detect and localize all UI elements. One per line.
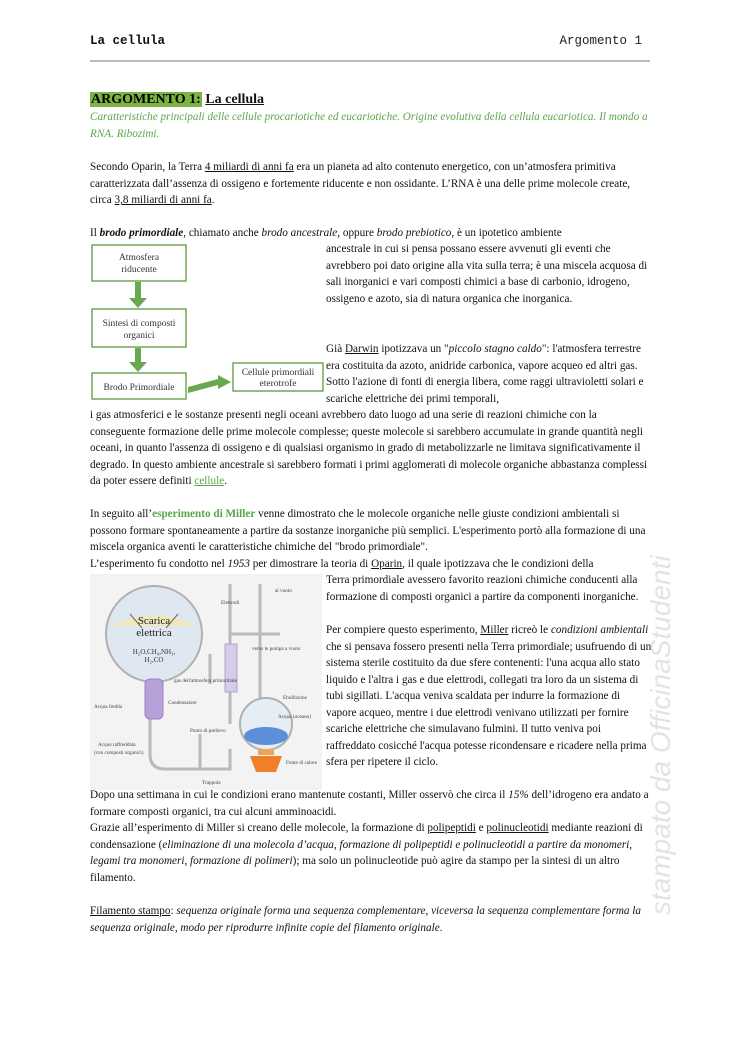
term-brodo-primordiale: brodo primordiale — [99, 227, 184, 239]
box2-line1: Sintesi di composti — [102, 319, 176, 329]
paragraph-miller-intro: In seguito all’esperimento di Miller venne dimostrato che le molecole organiche nelle giuste condizioni ambientali si possono formare spontaneamente a partire da sostanze inorganiche più semplici. L'esperimento portò alla formazione di una miscela organica aventi le caratteristiche chimiche del "brodo primordiale". L’esperimento fu condotto nel 1953 per dimostrare la teoria di Oparin, il quale ipotizzava che le condizioni della — [90, 508, 646, 570]
term-polinucleotidi: polinucleotidi — [486, 822, 549, 834]
label-acqua-fredda: Acqua fredda — [94, 704, 123, 710]
name-miller: Miller — [480, 624, 509, 636]
term-esperimento-miller: esperimento di Miller — [152, 508, 256, 520]
box4-line1: Cellule primordiali — [241, 368, 315, 378]
label-gases-1: H₂O,CH₄,NH₃, — [132, 648, 176, 656]
label-elettrodi: Elettrodi — [221, 600, 240, 606]
name-darwin: Darwin — [344, 343, 379, 355]
section-name: La cellula — [205, 92, 265, 107]
label-punto-prelievo: Punto di prelievo — [190, 728, 226, 734]
box1-line1: Atmosfera — [118, 253, 160, 263]
link-cellule[interactable]: cellule — [194, 475, 225, 487]
paragraph-miller-results: Dopo una settimana in cui le condizioni erano mantenute costanti, Miller osservò che circa il 15% dell’idrogeno era andato a formare composti organici, tra cui alcuni amminoacidi. Grazie all’esperimento di Miller si creano delle molecole, la formazione di polipeptidi e polinucleotidi mediante reazioni di condensazione (eliminazione di una molecola d’acqua, formazione di polipeptidi e polinucleotidi a partire da monomeri, legami tra monomeri, formazione di polimeri); ma solo un polinucleotide può agire da stampo per la sintesi di un altro filamento. — [90, 789, 649, 884]
header-title: La cellula — [90, 34, 166, 48]
label-condensatore: Condensatore — [168, 700, 197, 706]
box-atmosfera — [92, 245, 186, 281]
section-label: ARGOMENTO 1: — [91, 92, 201, 107]
label-scarica-2: elettrica — [136, 627, 172, 639]
box3-label: Brodo Primordiale — [103, 383, 175, 393]
name-oparin: Oparin — [371, 557, 403, 570]
date-3-8-billion: 3,8 miliardi di anni fa — [114, 194, 212, 206]
miller-apparatus-figure — [90, 574, 322, 790]
paragraph-oparin: Secondo Oparin, la Terra 4 miliardi di anni fa era un pianeta ad alto contenuto energetico, con un’atmosfera primitiva caratterizzata dall’assenza di ossigeno e fortemente riducente e non ossidante. L’RNA è una delle prime molecole create, circa 3,8 miliardi di anni fa. — [90, 161, 631, 206]
box2-line2: organici — [123, 331, 155, 341]
paragraph-darwin-right: Già Darwin ipotizzava un "piccolo stagno caldo": l'atmosfera terrestre era costituita da azoto, anidride carbonica, vapore acqueo ed altri gas. Sotto l'azione di fonti di energia libera, come raggi ultravioletti solari e scariche elettriche dei primi temporali, — [326, 343, 644, 405]
flow-diagram — [88, 242, 328, 402]
section-title — [90, 91, 652, 109]
paragraph-miller-setup: Per compiere questo esperimento, Miller ricreò le condizioni ambientali che si pensava fossero presenti nella Terra primordiale; usufruendo di un sistema sterile costituito da due sfere contenenti: l'una acqua allo stato liquido e l'altra i gas e due elettrodi, collegati tra loro da un sistema di tubi sigillati. L'acqua veniva scaldata per indurre la formazione di vapore acqueo, mentre i due elettrodi venivano utilizzati per fornire scariche elettriche che simulavano fulmini. Il tutto veniva poi raffreddato cosicché l'acqua potesse ricondensare e ricadere nella prima sfera per ripetere il ciclo. — [326, 624, 652, 768]
date-4-billion: 4 miliardi di anni fa — [204, 161, 294, 173]
paragraph-filamento-stampo: Filamento stampo: sequenza originale forma una sequenza complementare, viceversa la sequenza complementare forma la sequenza originale, modo per riprodurre infinite copie del filamento originale. — [90, 905, 641, 934]
label-acqua: Acqua (oceano) — [278, 714, 311, 720]
watermark: stampato da OfficinaStudenti — [645, 555, 676, 915]
label-vuoto: al vuoto — [275, 588, 292, 594]
label-acqua-raffr-1: Acqua raffreddata — [98, 742, 136, 748]
paragraph-brodo-line1: Il brodo primordiale, chiamato anche brodo ancestrale, oppure brodo prebiotico, è un ipotetico ambiente — [90, 227, 562, 239]
paragraph-brodo-rest: ancestrale in cui si pensa possano essere avvenuti gli eventi che avrebbero poi dato origine alla vita sulla terra; è una miscela acquosa di sali inorganici e vari composti chimici a base di carbonio, idrogeno, ossigeno e azoto, sia di natura organica che inorganica. — [326, 243, 648, 305]
paragraph-darwin-full: i gas atmosferici e le sostanze presenti negli oceani avrebbero dato luogo ad una serie di reazioni chimiche con la conseguente formazione delle prime molecole complesse; queste molecole si sarebbero accumulate in grande quantità negli oceani, in quanto l'assenza di ossigeno e di qualsiasi organismo in grado di metabolizzarle ne limitava significativamente il degrado. In questo ambiente ancestrale si sarebbero formati i primi agglomerati di molecole organiche abbastanza complessi da poter essere definiti cellule. — [90, 409, 648, 487]
paragraph-miller-theory: Terra primordiale avessero favorito reazioni chimiche conducenti alla formazione di composti organici a partire da componenti inorganiche. — [326, 574, 639, 603]
label-trappola: Trappola — [202, 780, 221, 786]
label-fonte: Fonte di calore — [286, 760, 318, 766]
label-pompa: verso le pompa a vuoto — [252, 646, 301, 652]
header-divider — [90, 60, 650, 62]
label-ebollizione: Ebollizione — [283, 695, 307, 701]
box4-line2: eterotrofe — [259, 379, 297, 389]
box1-line2: riducente — [121, 265, 157, 275]
label-scarica-1: Scarica — [137, 615, 171, 627]
term-polipeptidi: polipeptidi — [427, 822, 476, 834]
label-gases-2: H₂,CO — [144, 656, 164, 664]
header-chapter: Argomento 1 — [559, 34, 642, 48]
term-filamento-stampo: Filamento stampo — [90, 905, 171, 917]
label-gas-atm: gas dell'atmosfera primordiale — [174, 678, 237, 684]
label-acqua-raffr-2: (con composti organici) — [94, 750, 144, 756]
section-subtitle: Caratteristiche principali delle cellule procariotiche ed eucariotiche. Origine evolutiva della cellula eucariotica. Il mondo a RNA. Ribozimi. — [90, 111, 648, 140]
